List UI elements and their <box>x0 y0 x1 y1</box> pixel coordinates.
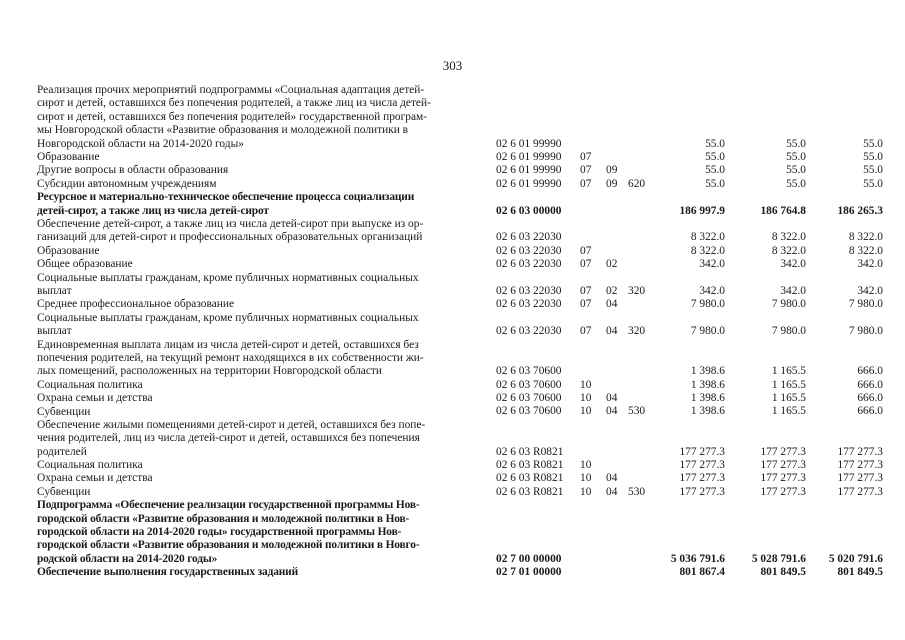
row-name-line: Общее образование <box>37 258 133 271</box>
amount-year3-cell: 666.0 <box>857 405 883 418</box>
page-number: 303 <box>442 58 463 73</box>
section-code-cell: 10 <box>580 485 592 498</box>
amount-year1-cell: 177 277.3 <box>679 459 725 472</box>
row-name-line: Обеспечение детей-сирот, а также лиц из числа детей-сирот при выпуске из ор- <box>37 217 424 230</box>
row-name-line: городской области на 2014-2020 годы» государственной программы Нов- <box>37 526 402 539</box>
csr-code-cell: 02 6 01 99990 <box>496 164 562 177</box>
table-row <box>0 191 905 218</box>
amount-year1-cell: 8 322.0 <box>690 231 725 244</box>
row-name-line: Образование <box>37 244 100 257</box>
table-row <box>0 312 905 339</box>
table-row <box>0 419 905 459</box>
table-row <box>0 258 905 271</box>
expense-type-cell: 320 <box>628 284 646 297</box>
row-name-line: городской области «Развитие образования и молодежной политики в Нов- <box>37 512 410 525</box>
table-row <box>0 272 905 299</box>
amount-year3-cell: 666.0 <box>857 365 883 378</box>
row-name-line: чения родителей, лиц из числа детей-сирот и детей, оставшихся без попечения <box>37 432 420 445</box>
table-row <box>0 459 905 472</box>
section-code-cell: 07 <box>580 298 592 311</box>
amount-year3-cell: 177 277.3 <box>837 472 883 485</box>
section-code-cell: 07 <box>580 258 592 271</box>
row-name-line: Социальные выплаты гражданам, кроме публичных нормативных социальных <box>37 311 419 324</box>
row-name-line: лых помещений, расположенных на территории Новгородской области <box>37 365 382 378</box>
section-code-cell: 07 <box>580 177 592 190</box>
table-row <box>0 339 905 379</box>
amount-year3-cell: 177 277.3 <box>837 485 883 498</box>
csr-code-cell: 02 6 03 70600 <box>496 365 562 378</box>
amount-year3-cell: 666.0 <box>857 392 883 405</box>
table-row <box>0 566 905 579</box>
amount-year1-cell: 342.0 <box>699 284 725 297</box>
amount-year2-cell: 7 980.0 <box>771 298 806 311</box>
row-name-line: Социальные выплаты гражданам, кроме публичных нормативных социальных <box>37 271 419 284</box>
amount-year2-cell: 55.0 <box>786 150 806 163</box>
csr-code-cell: 02 7 01 00000 <box>496 566 562 579</box>
row-name-line: Обеспечение жилыми помещениями детей-сирот и детей, оставшихся без попе- <box>37 418 426 431</box>
row-name <box>37 379 483 392</box>
row-name-line: Реализация прочих мероприятий подпрограммы «Социальная адаптация детей- <box>37 84 425 96</box>
row-name-line: Субвенции <box>37 485 91 498</box>
amount-year1-cell: 177 277.3 <box>679 445 725 458</box>
amount-year2-cell: 801 849.5 <box>760 566 806 579</box>
csr-code-cell: 02 6 03 70600 <box>496 392 562 405</box>
csr-code-cell: 02 6 03 70600 <box>496 378 562 391</box>
section-code-cell: 07 <box>580 325 592 338</box>
amount-year2-cell: 1 165.5 <box>771 365 806 378</box>
csr-code-cell: 02 6 03 00000 <box>496 204 562 217</box>
subsection-code-cell: 04 <box>606 472 618 485</box>
amount-year2-cell: 55.0 <box>786 137 806 150</box>
amount-year3-cell: 7 980.0 <box>848 298 883 311</box>
section-code-cell: 07 <box>580 284 592 297</box>
amount-year1-cell: 8 322.0 <box>690 244 725 257</box>
amount-year2-cell: 177 277.3 <box>760 485 806 498</box>
section-code-cell: 10 <box>580 392 592 405</box>
row-name <box>37 499 483 566</box>
row-name-line: Охрана семьи и детства <box>37 472 153 485</box>
amount-year3-cell: 8 322.0 <box>848 231 883 244</box>
section-code-cell: 10 <box>580 405 592 418</box>
section-code-cell: 07 <box>580 164 592 177</box>
amount-year3-cell: 55.0 <box>863 164 883 177</box>
expense-type-cell: 530 <box>628 485 646 498</box>
amount-year1-cell: 7 980.0 <box>690 325 725 338</box>
row-name-line: детей-сирот, а также лиц из числа детей-сирот <box>37 204 269 217</box>
row-name <box>37 178 483 191</box>
amount-year2-cell: 8 322.0 <box>771 244 806 257</box>
table-row <box>0 406 905 419</box>
amount-year1-cell: 342.0 <box>699 258 725 271</box>
amount-year1-cell: 7 980.0 <box>690 298 725 311</box>
row-name <box>37 151 483 164</box>
row-name <box>37 272 483 299</box>
section-code-cell: 10 <box>580 472 592 485</box>
row-name <box>37 245 483 258</box>
amount-year1-cell: 1 398.6 <box>690 392 725 405</box>
row-name <box>37 566 483 579</box>
row-name-line: Охрана семьи и детства <box>37 392 153 405</box>
row-name <box>37 191 483 218</box>
table-row <box>0 218 905 245</box>
row-name <box>37 472 483 485</box>
amount-year1-cell: 55.0 <box>705 177 725 190</box>
amount-year3-cell: 177 277.3 <box>837 445 883 458</box>
row-name-line: Образование <box>37 151 100 163</box>
subsection-code-cell: 09 <box>606 177 618 190</box>
amount-year1-cell: 5 036 791.6 <box>670 552 725 565</box>
row-name <box>37 459 483 472</box>
csr-code-cell: 02 6 03 R0821 <box>496 445 564 458</box>
amount-year3-cell: 55.0 <box>863 177 883 190</box>
amount-year3-cell: 55.0 <box>863 150 883 163</box>
row-name-line: сирот и детей, оставшихся без попечения родителей» государственной програм- <box>37 110 428 123</box>
amount-year1-cell: 55.0 <box>705 150 725 163</box>
table-row <box>0 486 905 499</box>
subsection-code-cell: 04 <box>606 392 618 405</box>
row-name <box>37 164 483 177</box>
csr-code-cell: 02 6 03 22030 <box>496 325 562 338</box>
subsection-code-cell: 02 <box>606 258 618 271</box>
amount-year1-cell: 177 277.3 <box>679 472 725 485</box>
row-name-line: Обеспечение выполнения государственных заданий <box>37 566 298 579</box>
table-row <box>0 392 905 405</box>
row-name-line: Другие вопросы в области образования <box>37 164 229 177</box>
row-name-line: Среднее профессиональное образование <box>37 298 235 311</box>
expense-type-cell: 620 <box>628 177 646 190</box>
row-name-line: сирот и детей, оставшихся без попечения родителей, а также лиц из числа детей- <box>37 97 431 110</box>
subsection-code-cell: 04 <box>606 298 618 311</box>
row-name <box>37 258 483 271</box>
amount-year3-cell: 5 020 791.6 <box>828 552 883 565</box>
subsection-code-cell: 02 <box>606 284 618 297</box>
section-code-cell: 07 <box>580 244 592 257</box>
row-name-line: выплат <box>37 284 72 297</box>
amount-year3-cell: 177 277.3 <box>837 459 883 472</box>
csr-code-cell: 02 6 01 99990 <box>496 137 562 150</box>
row-name-line: родителей <box>37 445 87 458</box>
amount-year1-cell: 801 867.4 <box>679 566 725 579</box>
csr-code-cell: 02 6 03 22030 <box>496 231 562 244</box>
amount-year2-cell: 1 165.5 <box>771 405 806 418</box>
amount-year2-cell: 1 165.5 <box>771 378 806 391</box>
table-row <box>0 151 905 164</box>
budget-table <box>0 84 905 580</box>
amount-year3-cell: 7 980.0 <box>848 325 883 338</box>
table-row <box>0 84 905 151</box>
expense-type-cell: 530 <box>628 405 646 418</box>
row-name-line: выплат <box>37 325 72 338</box>
expense-type-cell: 320 <box>628 325 646 338</box>
amount-year2-cell: 342.0 <box>780 284 806 297</box>
row-name <box>37 486 483 499</box>
amount-year2-cell: 55.0 <box>786 177 806 190</box>
amount-year2-cell: 177 277.3 <box>760 445 806 458</box>
row-name-line: попечения родителей, на текущий ремонт находящихся в их собственности жи- <box>37 351 424 364</box>
csr-code-cell: 02 6 01 99990 <box>496 177 562 190</box>
row-name <box>37 339 483 379</box>
subsection-code-cell: 04 <box>606 405 618 418</box>
amount-year1-cell: 177 277.3 <box>679 485 725 498</box>
amount-year2-cell: 7 980.0 <box>771 325 806 338</box>
table-row <box>0 178 905 191</box>
row-name <box>37 419 483 459</box>
csr-code-cell: 02 6 03 R0821 <box>496 459 564 472</box>
row-name-line: Субвенции <box>37 405 91 418</box>
csr-code-cell: 02 6 03 22030 <box>496 284 562 297</box>
row-name-line: Новгородской области на 2014-2020 годы» <box>37 137 244 150</box>
amount-year2-cell: 186 764.8 <box>760 204 806 217</box>
row-name-line: Субсидии автономным учреждениям <box>37 177 217 190</box>
amount-year1-cell: 55.0 <box>705 137 725 150</box>
table-row <box>0 499 905 566</box>
amount-year2-cell: 177 277.3 <box>760 459 806 472</box>
table-row <box>0 164 905 177</box>
amount-year2-cell: 177 277.3 <box>760 472 806 485</box>
amount-year1-cell: 1 398.6 <box>690 365 725 378</box>
amount-year3-cell: 666.0 <box>857 378 883 391</box>
table-row <box>0 379 905 392</box>
section-code-cell: 07 <box>580 150 592 163</box>
row-name-line: Социальная политика <box>37 378 143 391</box>
subsection-code-cell: 09 <box>606 164 618 177</box>
row-name <box>37 406 483 419</box>
csr-code-cell: 02 6 03 70600 <box>496 405 562 418</box>
csr-code-cell: 02 6 03 R0821 <box>496 485 564 498</box>
row-name-line: городской области «Развитие образования и молодежной политики в Новго- <box>37 539 420 552</box>
row-name <box>37 392 483 405</box>
amount-year3-cell: 55.0 <box>863 137 883 150</box>
csr-code-cell: 02 6 03 R0821 <box>496 472 564 485</box>
csr-code-cell: 02 6 03 22030 <box>496 258 562 271</box>
amount-year2-cell: 1 165.5 <box>771 392 806 405</box>
amount-year3-cell: 801 849.5 <box>837 566 883 579</box>
csr-code-cell: 02 6 03 22030 <box>496 298 562 311</box>
amount-year2-cell: 55.0 <box>786 164 806 177</box>
amount-year3-cell: 342.0 <box>857 284 883 297</box>
amount-year3-cell: 186 265.3 <box>837 204 883 217</box>
table-row <box>0 245 905 258</box>
amount-year3-cell: 8 322.0 <box>848 244 883 257</box>
row-name-line: Единовременная выплата лицам из числа детей-сирот и детей, оставшихся без <box>37 338 419 351</box>
amount-year2-cell: 342.0 <box>780 258 806 271</box>
table-row <box>0 472 905 485</box>
row-name <box>37 218 483 245</box>
row-name-line: Ресурсное и материально-техническое обеспечение процесса социализации <box>37 191 415 204</box>
row-name <box>37 298 483 311</box>
subsection-code-cell: 04 <box>606 325 618 338</box>
csr-code-cell: 02 7 00 00000 <box>496 552 562 565</box>
section-code-cell: 10 <box>580 378 592 391</box>
row-name <box>37 84 483 151</box>
row-name-line: мы Новгородской области «Развитие образования и молодежной политики в <box>37 124 409 137</box>
row-name-line: ганизаций для детей-сирот и профессиональных образовательных организаций <box>37 231 423 244</box>
amount-year2-cell: 8 322.0 <box>771 231 806 244</box>
csr-code-cell: 02 6 03 22030 <box>496 244 562 257</box>
table-row <box>0 298 905 311</box>
csr-code-cell: 02 6 01 99990 <box>496 150 562 163</box>
row-name-line: Социальная политика <box>37 459 143 472</box>
row-name <box>37 312 483 339</box>
amount-year1-cell: 1 398.6 <box>690 405 725 418</box>
subsection-code-cell: 04 <box>606 485 618 498</box>
amount-year2-cell: 5 028 791.6 <box>751 552 806 565</box>
amount-year1-cell: 55.0 <box>705 164 725 177</box>
amount-year3-cell: 342.0 <box>857 258 883 271</box>
section-code-cell: 10 <box>580 459 592 472</box>
amount-year1-cell: 186 997.9 <box>679 204 725 217</box>
row-name-line: родской области на 2014-2020 годы» <box>37 552 218 565</box>
amount-year1-cell: 1 398.6 <box>690 378 725 391</box>
row-name-line: Подпрограмма «Обеспечение реализации государственной программы Нов- <box>37 499 420 512</box>
